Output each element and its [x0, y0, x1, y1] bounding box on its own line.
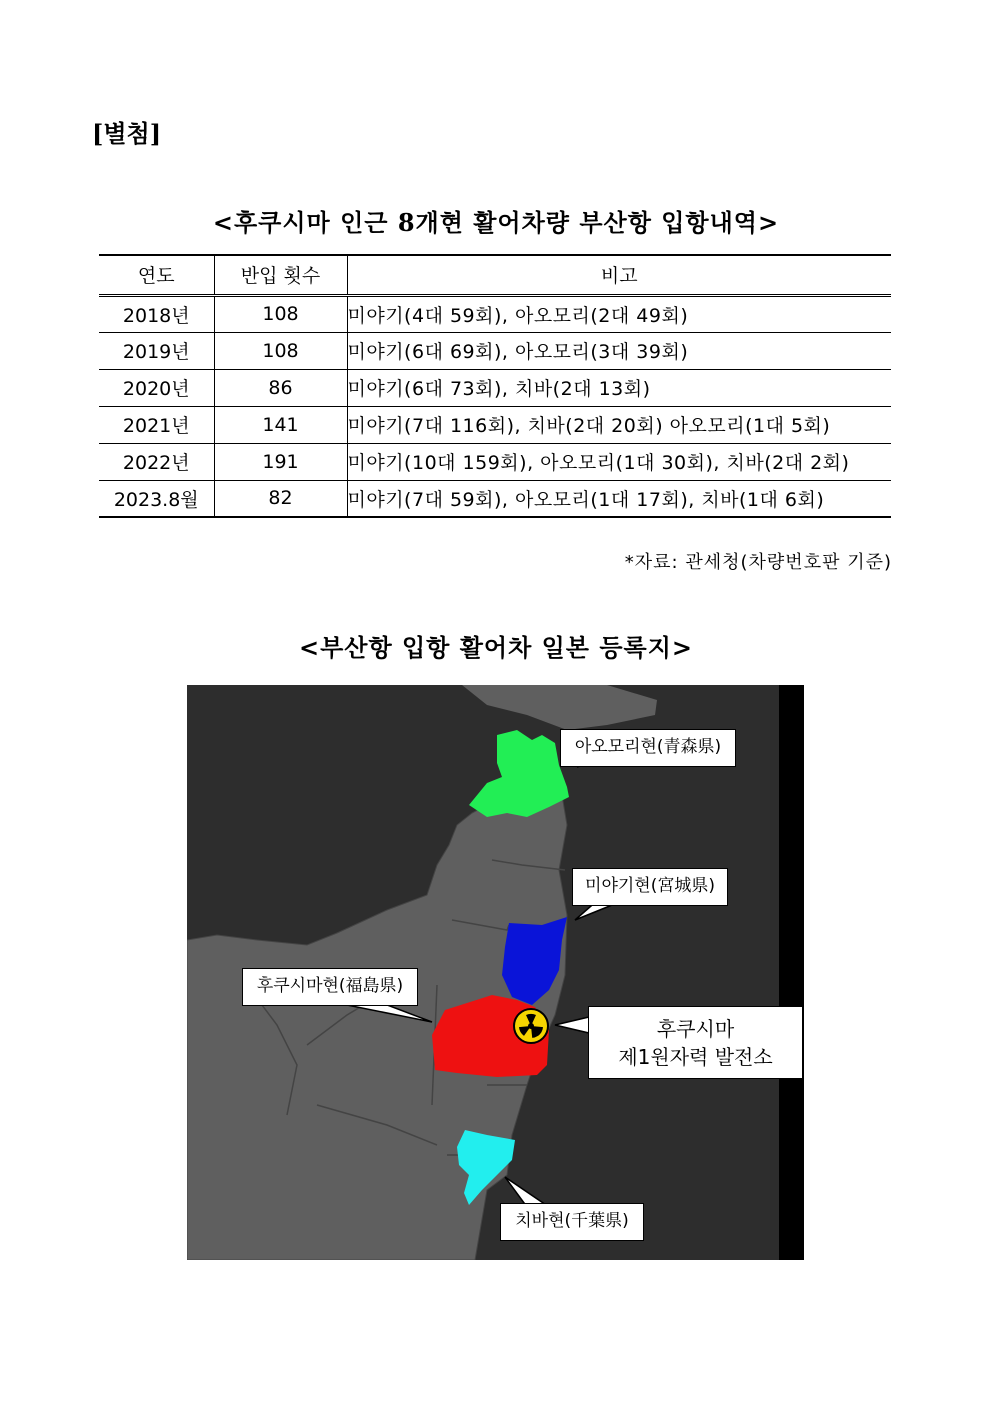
plant-label-line1: 후쿠시마	[656, 1017, 735, 1041]
cell-year: 2019년	[99, 332, 214, 369]
table-header-row	[99, 255, 891, 295]
source-note: *자료: 관세청(차량번호판 기준)	[624, 552, 892, 573]
cell-count: 108	[214, 295, 347, 332]
cell-count: 141	[214, 406, 347, 443]
cell-year: 2023.8월	[99, 480, 214, 517]
table-row	[99, 406, 891, 443]
cell-year: 2020년	[99, 369, 214, 406]
table-title: <후쿠시마 인근 8개현 활어차량 부산항 입항내역>	[212, 208, 780, 237]
cell-note: 미야기(10대 159회), 아오모리(1대 30회), 치바(2대 2회)	[347, 443, 891, 480]
cell-year: 2021년	[99, 406, 214, 443]
cell-year: 2018년	[99, 295, 214, 332]
plant-label-line2: 제1원자력 발전소	[618, 1045, 773, 1069]
table-row	[99, 332, 891, 369]
cell-year: 2022년	[99, 443, 214, 480]
fukushima-label: 후쿠시마현(福島県)	[256, 976, 404, 996]
cell-count: 82	[214, 480, 347, 517]
chiba-label: 치바현(千葉県)	[515, 1211, 629, 1231]
cell-count: 191	[214, 443, 347, 480]
cell-note: 미야기(7대 116회), 치바(2대 20회) 아오모리(1대 5회)	[347, 406, 891, 443]
cell-note: 미야기(6대 69회), 아오모리(3대 39회)	[347, 332, 891, 369]
aomori-callout	[560, 729, 736, 767]
cell-count: 86	[214, 369, 347, 406]
map-title: <부산항 입항 활어차 일본 등록지>	[298, 633, 694, 662]
header-note: 비고	[347, 255, 891, 295]
cell-count: 108	[214, 332, 347, 369]
table-row	[99, 369, 891, 406]
radiation-icon	[514, 1009, 548, 1043]
miyagi-label: 미야기현(宮城県)	[585, 876, 715, 896]
attachment-label: [별첨]	[92, 119, 162, 148]
miyagi-callout	[572, 868, 728, 906]
cell-note: 미야기(6대 73회), 치바(2대 13회)	[347, 369, 891, 406]
header-count: 반입 횟수	[214, 255, 347, 295]
plant-callout	[588, 1006, 803, 1079]
header-year: 연도	[99, 255, 214, 295]
table-row	[99, 443, 891, 480]
map-side-bar	[779, 685, 804, 1260]
cell-note: 미야기(7대 59회), 아오모리(1대 17회), 치바(1대 6회)	[347, 480, 891, 517]
fukushima-callout	[242, 968, 418, 1006]
cell-note: 미야기(4대 59회), 아오모리(2대 49회)	[347, 295, 891, 332]
table-row	[99, 480, 891, 517]
aomori-label: 아오모리현(青森県)	[574, 737, 722, 757]
table-row	[99, 295, 891, 332]
entry-table	[99, 254, 891, 518]
japan-map	[187, 685, 804, 1260]
chiba-callout	[500, 1203, 644, 1241]
